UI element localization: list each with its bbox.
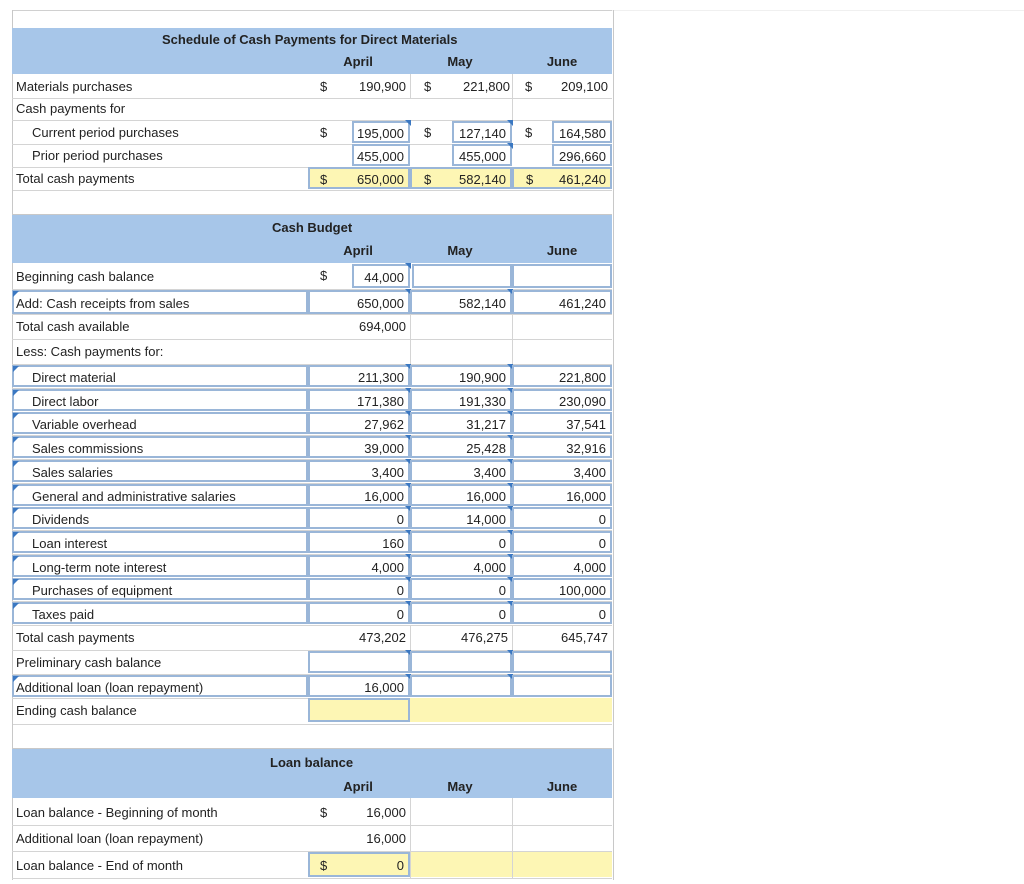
current-period-april-input[interactable] — [352, 121, 410, 143]
current-period-row — [12, 120, 612, 145]
payment-april-input[interactable] — [308, 507, 410, 529]
budget-title: Cash Budget — [272, 220, 353, 235]
payment-june-input[interactable] — [512, 460, 612, 482]
additional-loan-label-input[interactable] — [12, 675, 308, 697]
payment-june-input[interactable] — [512, 436, 612, 458]
cash-payments-for-label: Cash payments for — [16, 101, 126, 116]
prior-period-june-input[interactable] — [552, 144, 612, 166]
loan-title: Loan balance — [270, 755, 354, 770]
schedule-month-june: June — [546, 54, 578, 69]
total-payments-row — [12, 625, 612, 651]
materials-april-value: 190,900 — [359, 79, 406, 94]
payment-june-value: 230,090 — [559, 394, 606, 409]
prior-period-may-input[interactable] — [452, 144, 512, 166]
preliminary-may-input[interactable] — [410, 651, 512, 673]
payment-label: Direct material — [32, 370, 116, 385]
payment-april-input[interactable] — [308, 555, 410, 577]
preliminary-april-input[interactable] — [308, 651, 410, 673]
prior-period-june-value: 296,660 — [559, 149, 606, 164]
payment-row — [12, 364, 612, 389]
payment-june-input[interactable] — [512, 507, 612, 529]
loan-additional-april-value: 16,000 — [366, 831, 406, 846]
total-payments-june-value: 645,747 — [561, 630, 608, 645]
payment-may-value: 0 — [498, 607, 506, 622]
materials-may-value: 221,800 — [463, 79, 510, 94]
payment-june-value: 0 — [598, 607, 606, 622]
ending-cash-may-input[interactable] — [410, 698, 512, 722]
payment-may-value: 4,000 — [473, 560, 506, 575]
budget-month-may: May — [447, 243, 473, 258]
payment-row — [12, 577, 612, 602]
schedule-month-may: May — [447, 54, 473, 69]
budget-month-june: June — [546, 243, 578, 258]
column-divider — [512, 798, 513, 878]
payment-may-value: 16,000 — [466, 489, 506, 504]
payment-june-value: 3,400 — [573, 465, 606, 480]
payment-may-input[interactable] — [410, 578, 512, 600]
additional-loan-may-input[interactable] — [410, 675, 512, 697]
prior-period-may-value: 455,000 — [459, 149, 506, 164]
payment-june-value: 0 — [598, 512, 606, 527]
schedule-total-june-value: 461,240 — [559, 172, 606, 187]
payment-label: Purchases of equipment — [32, 583, 173, 598]
payment-label-input[interactable] — [12, 412, 308, 434]
preliminary-row — [12, 650, 612, 675]
column-divider — [512, 625, 513, 650]
dollar-sign: $ — [424, 172, 432, 187]
payment-row — [12, 601, 612, 626]
payment-row — [12, 554, 612, 579]
payment-may-value: 0 — [498, 583, 506, 598]
payment-april-value: 4,000 — [371, 560, 404, 575]
dollar-sign: $ — [525, 79, 533, 94]
input-marker — [13, 390, 19, 396]
schedule-total-june-input[interactable] — [512, 167, 612, 189]
payment-april-input[interactable] — [308, 365, 410, 387]
payment-april-value: 0 — [396, 583, 404, 598]
total-payments-april-value: 473,202 — [359, 630, 406, 645]
loan-month-june: June — [546, 779, 578, 794]
loan-end-april-input[interactable] — [308, 852, 410, 877]
payment-april-value: 0 — [396, 607, 404, 622]
payment-may-input[interactable] — [410, 555, 512, 577]
loan-end-june-input[interactable] — [512, 852, 612, 877]
materials-june-value: 209,100 — [561, 79, 608, 94]
dollar-sign: $ — [526, 172, 534, 187]
payment-april-value: 171,380 — [357, 394, 404, 409]
loan-end-row — [12, 851, 612, 879]
payment-may-value: 190,900 — [459, 370, 506, 385]
additional-loan-april-input[interactable] — [308, 675, 410, 697]
dollar-sign: $ — [320, 125, 328, 140]
input-marker — [13, 485, 19, 491]
input-marker — [13, 603, 19, 609]
payment-row — [12, 506, 612, 531]
payment-june-value: 221,800 — [559, 370, 606, 385]
payment-label-input[interactable] — [12, 555, 308, 577]
schedule-total-row — [12, 167, 612, 191]
payment-row — [12, 388, 612, 413]
payment-april-input[interactable] — [308, 412, 410, 434]
payment-label-input[interactable] — [12, 484, 308, 506]
beginning-cash-april-value: 44,000 — [364, 270, 404, 285]
dollar-sign: $ — [320, 858, 328, 873]
receipts-label-input[interactable] — [12, 290, 308, 314]
preliminary-june-input[interactable] — [512, 651, 612, 673]
payment-label: Long-term note interest — [32, 560, 167, 575]
input-marker — [13, 579, 19, 585]
payment-label: Loan interest — [32, 536, 108, 551]
column-divider — [512, 74, 513, 120]
payment-april-value: 160 — [382, 536, 404, 551]
total-available-april-value: 694,000 — [359, 319, 406, 334]
current-period-june-input[interactable] — [552, 121, 612, 143]
budget-header — [12, 215, 612, 263]
column-divider — [410, 798, 411, 878]
payment-may-input[interactable] — [410, 531, 512, 553]
loan-additional-label: Additional loan (loan repayment) — [16, 831, 204, 846]
payment-label-input[interactable] — [12, 578, 308, 600]
materials-purchases-label: Materials purchases — [16, 79, 133, 94]
payment-may-value: 25,428 — [466, 441, 506, 456]
loan-additional-row — [12, 825, 612, 852]
budget-month-april: April — [343, 243, 373, 258]
input-marker — [13, 461, 19, 467]
beginning-cash-may-input[interactable] — [412, 264, 512, 288]
receipts-row — [12, 289, 612, 315]
loan-beginning-row — [12, 798, 612, 826]
dollar-sign: $ — [320, 268, 328, 283]
schedule-total-may-value: 582,140 — [459, 172, 506, 187]
payment-april-input[interactable] — [308, 436, 410, 458]
payment-may-input[interactable] — [410, 460, 512, 482]
current-period-label: Current period purchases — [32, 125, 179, 140]
loan-end-label: Loan balance - End of month — [16, 858, 183, 873]
payment-label-input[interactable] — [12, 389, 308, 411]
input-marker — [13, 437, 19, 443]
payment-label: Direct labor — [32, 394, 99, 409]
payment-label-input[interactable] — [12, 602, 308, 624]
current-period-may-value: 127,140 — [459, 126, 506, 141]
payment-row — [12, 530, 612, 555]
input-marker — [13, 413, 19, 419]
payment-may-value: 14,000 — [466, 512, 506, 527]
payment-june-value: 16,000 — [566, 489, 606, 504]
receipts-april-input[interactable] — [308, 290, 410, 314]
dollar-sign: $ — [424, 125, 432, 140]
input-marker — [507, 120, 513, 126]
payment-april-input[interactable] — [308, 531, 410, 553]
payment-june-value: 4,000 — [573, 560, 606, 575]
input-marker — [13, 676, 19, 682]
total-available-row — [12, 314, 612, 340]
payment-june-value: 100,000 — [559, 583, 606, 598]
input-marker — [507, 143, 513, 149]
additional-loan-april-value: 16,000 — [364, 680, 404, 695]
payment-label: Sales commissions — [32, 441, 144, 456]
schedule-month-april: April — [343, 54, 373, 69]
beginning-cash-label: Beginning cash balance — [16, 269, 155, 284]
ending-cash-row — [12, 698, 612, 725]
receipts-may-input[interactable] — [410, 290, 512, 314]
payment-april-value: 0 — [396, 512, 404, 527]
payment-april-value: 27,962 — [364, 417, 404, 432]
additional-loan-row — [12, 674, 612, 699]
total-available-label: Total cash available — [16, 319, 130, 334]
ending-cash-label: Ending cash balance — [16, 703, 137, 718]
receipts-june-input[interactable] — [512, 290, 612, 314]
less-payments-row — [12, 339, 612, 365]
column-divider — [410, 314, 411, 364]
current-period-may-input[interactable] — [452, 121, 512, 143]
schedule-total-may-input[interactable] — [410, 167, 512, 189]
payment-june-value: 32,916 — [566, 441, 606, 456]
receipts-may-value: 582,140 — [459, 296, 506, 311]
prior-period-april-input[interactable] — [352, 144, 410, 166]
dollar-sign: $ — [320, 805, 328, 820]
payment-label-input[interactable] — [12, 460, 308, 482]
payment-label: Taxes paid — [32, 607, 95, 622]
input-marker — [13, 532, 19, 538]
total-payments-may-value: 476,275 — [461, 630, 508, 645]
payment-june-input[interactable] — [512, 555, 612, 577]
prior-period-label: Prior period purchases — [32, 148, 163, 163]
payment-label-input[interactable] — [12, 531, 308, 553]
ending-cash-june-input[interactable] — [512, 698, 612, 722]
payment-april-value: 211,300 — [357, 370, 404, 385]
payment-may-value: 31,217 — [466, 417, 506, 432]
payment-row — [12, 483, 612, 508]
payment-may-input[interactable] — [410, 412, 512, 434]
payment-june-input[interactable] — [512, 578, 612, 600]
payment-may-input[interactable] — [410, 436, 512, 458]
total-payments-label: Total cash payments — [16, 630, 135, 645]
payment-label: Dividends — [32, 512, 90, 527]
payment-june-input[interactable] — [512, 389, 612, 411]
payment-label-input[interactable] — [12, 507, 308, 529]
payment-row — [12, 435, 612, 460]
column-divider — [410, 74, 411, 98]
less-payments-label: Less: Cash payments for: — [16, 344, 164, 359]
dollar-sign: $ — [525, 125, 533, 140]
receipts-april-value: 650,000 — [357, 296, 404, 311]
column-divider — [410, 625, 411, 650]
payment-june-input[interactable] — [512, 602, 612, 624]
loan-end-may-input[interactable] — [410, 852, 512, 877]
schedule-total-label: Total cash payments — [16, 171, 135, 186]
payment-april-value: 3,400 — [371, 465, 404, 480]
beginning-cash-row — [12, 263, 612, 290]
payment-label-input[interactable] — [12, 436, 308, 458]
payment-april-input[interactable] — [308, 578, 410, 600]
payment-may-input[interactable] — [410, 602, 512, 624]
payment-may-value: 0 — [498, 536, 506, 551]
dollar-sign: $ — [424, 79, 432, 94]
schedule-header — [12, 28, 612, 74]
input-marker — [405, 120, 411, 126]
payment-april-input[interactable] — [308, 602, 410, 624]
input-marker — [13, 291, 19, 297]
payment-row — [12, 459, 612, 484]
materials-purchases-row — [12, 74, 612, 99]
payment-april-value: 39,000 — [364, 441, 404, 456]
beginning-cash-april-input[interactable] — [352, 264, 410, 288]
payment-april-value: 16,000 — [364, 489, 404, 504]
loan-month-april: April — [343, 779, 373, 794]
input-marker — [13, 556, 19, 562]
top-border-right — [612, 10, 1024, 11]
loan-month-may: May — [447, 779, 473, 794]
loan-beginning-april-value: 16,000 — [366, 805, 406, 820]
additional-loan-june-input[interactable] — [512, 675, 612, 697]
prior-period-april-value: 455,000 — [357, 149, 404, 164]
schedule-total-april-value: 650,000 — [357, 172, 404, 187]
payment-june-value: 37,541 — [566, 417, 606, 432]
payment-label-input[interactable] — [12, 365, 308, 387]
payment-may-input[interactable] — [410, 389, 512, 411]
payment-row — [12, 411, 612, 436]
payment-april-input[interactable] — [308, 389, 410, 411]
payment-may-input[interactable] — [410, 507, 512, 529]
payment-may-value: 191,330 — [459, 394, 506, 409]
loan-beginning-label: Loan balance - Beginning of month — [16, 805, 218, 820]
current-period-april-value: 195,000 — [357, 126, 404, 141]
receipts-label: Add: Cash receipts from sales — [16, 296, 190, 311]
payment-june-input[interactable] — [512, 531, 612, 553]
loan-header — [12, 749, 612, 798]
dollar-sign: $ — [320, 79, 328, 94]
input-marker — [13, 366, 19, 372]
prior-period-row — [12, 144, 612, 168]
schedule-total-april-input[interactable] — [308, 167, 410, 189]
payment-may-value: 3,400 — [473, 465, 506, 480]
payment-june-input[interactable] — [512, 412, 612, 434]
additional-loan-label: Additional loan (loan repayment) — [16, 680, 204, 695]
schedule-title: Schedule of Cash Payments for Direct Materials — [162, 32, 458, 47]
input-marker — [405, 263, 411, 269]
payment-may-input[interactable] — [410, 484, 512, 506]
dollar-sign: $ — [320, 172, 328, 187]
receipts-june-value: 461,240 — [559, 296, 606, 311]
payment-april-input[interactable] — [308, 484, 410, 506]
loan-end-april-value: 0 — [396, 858, 404, 873]
current-period-june-value: 164,580 — [559, 126, 606, 141]
payment-label: Sales salaries — [32, 465, 113, 480]
beginning-cash-june-input[interactable] — [512, 264, 612, 288]
input-marker — [13, 508, 19, 514]
column-divider — [512, 314, 513, 364]
payment-april-input[interactable] — [308, 460, 410, 482]
payment-label: General and administrative salaries — [32, 489, 236, 504]
payment-june-value: 0 — [598, 536, 606, 551]
preliminary-label: Preliminary cash balance — [16, 655, 162, 670]
ending-cash-april-input[interactable] — [308, 698, 410, 722]
payment-may-input[interactable] — [410, 365, 512, 387]
cash-payments-for-row — [12, 98, 612, 121]
payment-june-input[interactable] — [512, 365, 612, 387]
payment-june-input[interactable] — [512, 484, 612, 506]
payment-label: Variable overhead — [32, 417, 137, 432]
